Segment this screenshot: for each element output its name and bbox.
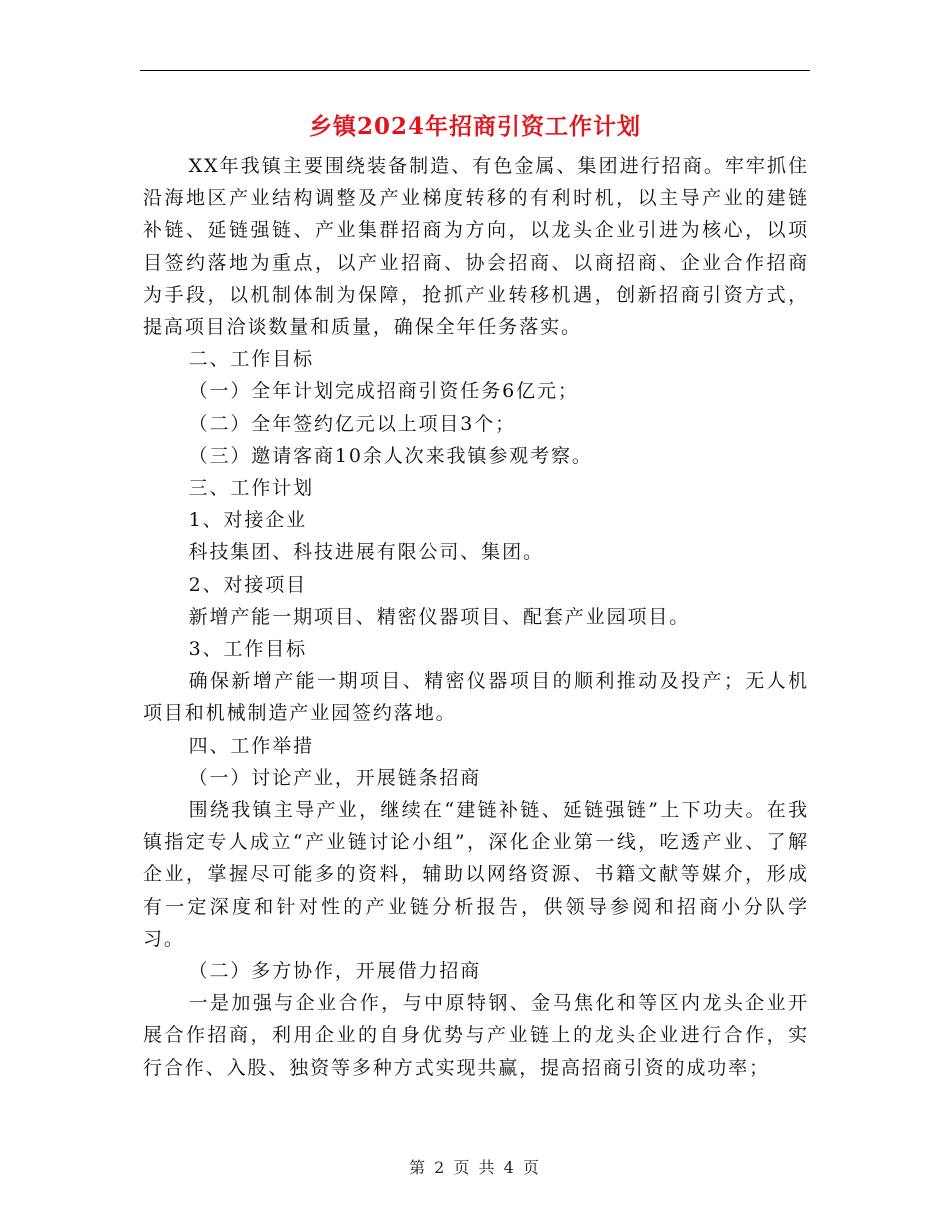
- paragraph-measure-2: 一是加强与企业合作，与中原特钢、金马焦化和等区内龙头企业开展合作招商，利用企业的自身优势与产业链上的龙头企业进行合作，实行合作、入股、独资等多种方式实现共赢，提高招商引资的成功率；: [143, 992, 809, 1079]
- paragraph-projects: 新增产能一期项目、精密仪器项目、配套产业园项目。: [188, 605, 691, 628]
- heading-work-plan: 三、工作计划: [188, 477, 314, 500]
- subheading-targets: 3、工作目标: [188, 638, 308, 661]
- paragraph-targets: 确保新增产能一期项目、精密仪器项目的顺利推动及投产；无人机项目和机械制造产业园签约落地。: [143, 670, 809, 725]
- paragraph-intro: XX年我镇主要围绕装备制造、有色金属、集团进行招商。牢牢抓住沿海地区产业结构调整及产业梯度转移的有利时机，以主导产业的建链补链、延链强链、产业集群招商为方向，以龙头企业引进为核心，以项目签约落地为重点，以产业招商、协会招商、以商招商、企业合作招商为手段，以机制体制为保障，抢抓产业转移机遇，创新招商引资方式，提高项目洽谈数量和质量，确保全年任务落实。: [143, 155, 809, 339]
- goal-item-2: （二）全年签约亿元以上项目3个；: [188, 412, 517, 435]
- measure-heading-2: （二）多方协作，开展借力招商: [188, 960, 482, 983]
- header-rule: [140, 70, 810, 71]
- heading-work-goals: 二、工作目标: [188, 348, 314, 371]
- paragraph-measure-1: 围绕我镇主导产业，继续在“建链补链、延链强链”上下功夫。在我镇指定专人成立“产业链讨论小组”，深化企业第一线，吃透产业、了解企业，掌握尽可能多的资料，辅助以网络资源、书籍文献等媒介，形成有一定深度和针对性的产业链分析报告，供领导参阅和招商小分队学习。: [143, 799, 809, 950]
- document-title: 乡镇2024年招商引资工作计划: [308, 113, 641, 140]
- paragraph-enterprises: 科技集团、科技进展有限公司、集团。: [188, 541, 544, 564]
- subheading-enterprises: 1、对接企业: [188, 509, 308, 532]
- subheading-projects: 2、对接项目: [188, 573, 308, 596]
- goal-item-3: （三）邀请客商10余人次来我镇参观考察。: [188, 444, 593, 467]
- measure-heading-1: （一）讨论产业，开展链条招商: [188, 766, 482, 789]
- heading-measures: 四、工作举措: [188, 734, 314, 757]
- goal-item-1: （一）全年计划完成招商引资任务6亿元；: [188, 380, 579, 403]
- document-body: [143, 150, 809, 1084]
- page-footer: 第 2 页 共 4 页: [409, 1158, 541, 1177]
